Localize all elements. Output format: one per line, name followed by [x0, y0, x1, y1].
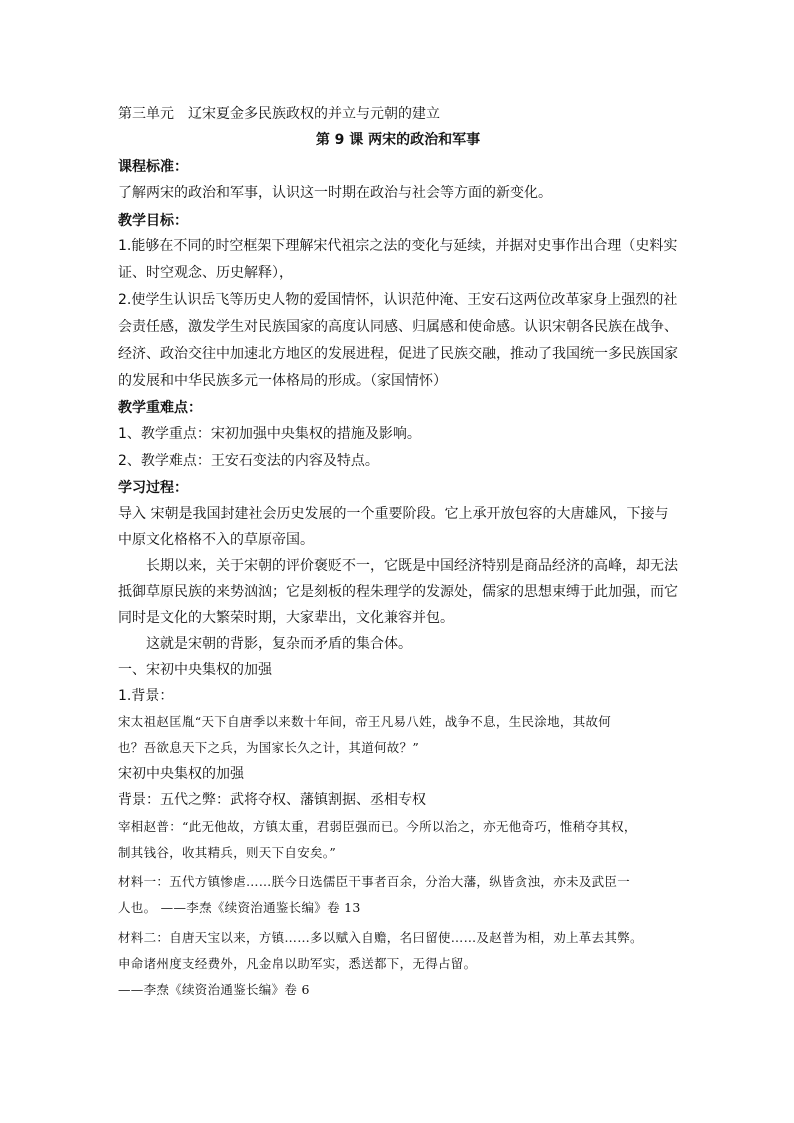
- quote-1-line-1: 宋太祖赵匡胤“天下自唐季以来数十年间，帝王凡易八姓，战争不息，生民涂地，其故何: [118, 714, 612, 729]
- keypoints-heading: 教学重难点：: [118, 400, 202, 416]
- unit-title: 第三单元 辽宋夏金多民族政权的并立与元朝的建立: [118, 106, 440, 122]
- quote-2-line-1: 宰相赵普：“此无他故，方镇太重，君弱臣强而已。今所以治之，亦无他奇巧，惟稍夺其权，: [118, 819, 637, 834]
- goal-2-line-4: 的发展和中华民族多元一体格局的形成。（家国情怀）: [118, 373, 447, 389]
- goal-2-line-1: 2.使学生认识岳飞等历史人物的爱国情怀，认识范仲淹、王安石这两位改革家身上强烈的社: [118, 292, 678, 308]
- quote-1-line-2: 也？吾欲息天下之兵，为国家长久之计，其道何故？”: [118, 740, 420, 755]
- quote-2-line-2: 制其钱谷，收其精兵，则天下自安矣。”: [118, 845, 337, 860]
- keypoint-2: 2、教学难点：王安石变法的内容及特点。: [118, 453, 379, 469]
- goals-heading: 教学目标：: [118, 213, 188, 229]
- subheading: 宋初中央集权的加强: [118, 766, 244, 782]
- material-1-line-2: 人也。 ——李焘《续资治通鉴长编》卷 13: [118, 900, 361, 915]
- goal-2-line-3: 经济、政治交往中加速北方地区的发展进程，促进了民族交融，推动了我国统一多民族国家: [118, 346, 678, 362]
- goal-2-line-2: 会责任感，激发学生对民族国家的高度认同感、归属感和使命感。认识宋朝各民族在战争、: [118, 319, 678, 335]
- material-2-line-1: 材料二：自唐天宝以来，方镇……多以赋入自赡，名曰留使……及赵普为相，劝上革去其弊。: [118, 930, 643, 945]
- part-1-heading: 一、宋初中央集权的加强: [118, 662, 272, 678]
- goal-1-line-1: 1.能够在不同的时空框架下理解宋代祖宗之法的变化与延续，并据对史事作出合理（史料实: [118, 238, 678, 254]
- keypoint-1: 1、教学重点：宋初加强中央集权的措施及影响。: [118, 426, 421, 442]
- paragraph-1-line-2: 抵御草原民族的来势汹汹；它是刻板的程朱理学的发源处，儒家的思想束缚于此加强，而它: [118, 584, 678, 600]
- paragraph-2: 这就是宋朝的背影，复杂而矛盾的集合体。: [146, 636, 412, 652]
- goal-1-line-2: 证、时空观念、历史解释），: [118, 265, 293, 281]
- background-line: 背景：五代之弊：武将夺权、藩镇割据、丞相专权: [118, 792, 426, 808]
- intro-line-1: 导入 宋朝是我国封建社会历史发展的一个重要阶段。它上承开放包容的大唐雄风，下接与: [118, 506, 669, 522]
- paragraph-1-line-3: 同时是文化的大繁荣时期，大家辈出，文化兼容并包。: [118, 610, 454, 626]
- material-1-line-1: 材料一：五代方镇惨虐……朕今日选儒臣干事者百余，分治大藩，纵皆贪浊，亦未及武臣一: [118, 874, 631, 889]
- background-label: 1.背景：: [118, 688, 174, 704]
- standard-text: 了解两宋的政治和军事，认识这一时期在政治与社会等方面的新变化。: [118, 185, 552, 201]
- standard-heading: 课程标准：: [118, 159, 188, 175]
- process-heading: 学习过程：: [118, 480, 188, 496]
- material-2-line-3: ——李焘《续资治通鉴长编》卷 6: [118, 982, 310, 997]
- paragraph-1-line-1: 长期以来，关于宋朝的评价褒贬不一，它既是中国经济特别是商品经济的高峰，却无法: [146, 558, 678, 574]
- intro-line-2: 中原文化格格不入的草原帝国。: [118, 532, 314, 548]
- material-2-line-2: 申命诸州度支经费外，凡金帛以助军实，悉送都下，无得占留。: [118, 956, 477, 971]
- lesson-title: 第 9 课 两宋的政治和军事: [315, 132, 481, 148]
